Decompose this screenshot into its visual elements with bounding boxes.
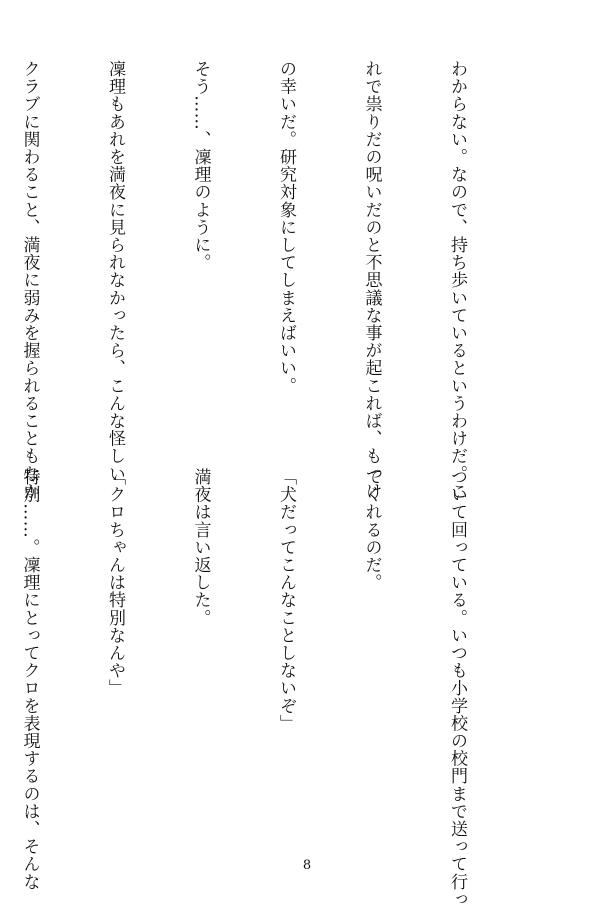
text-line: 特別……。凜理にとってクロを表現するのは、そんな [19,468,40,891]
text-line: 満夜は言い返した。 [190,468,211,627]
text-line: 凜理もあれを満夜に見られなかったら、こんな怪しい [105,60,125,483]
text-line: てくれるのだ。 [361,468,382,592]
text-line: 「犬だってこんなことしないぞ」 [276,468,296,732]
text-line: クラブに関わること、満夜に弱みを握られることもなか [19,60,40,500]
text-line: 「クロちゃんは特別なんや」 [105,468,125,697]
text-line: そう……、凜理のように。 [190,60,211,272]
text-line: の幸いだ。研究対象にしてしまえばいい。 [276,60,296,395]
text-line: れで祟りだの呪いだのと不思議な事が起これば、もっけ [361,60,382,500]
text-line: わからない。なので、持ち歩いているというわけだ。こ [447,60,467,500]
page-number: 8 [302,858,312,873]
upper-text-block [0,60,528,500]
text-line: ついて回っている。いつも小学校の校門まで送って行っ [447,468,467,908]
lower-text-block [0,468,528,908]
